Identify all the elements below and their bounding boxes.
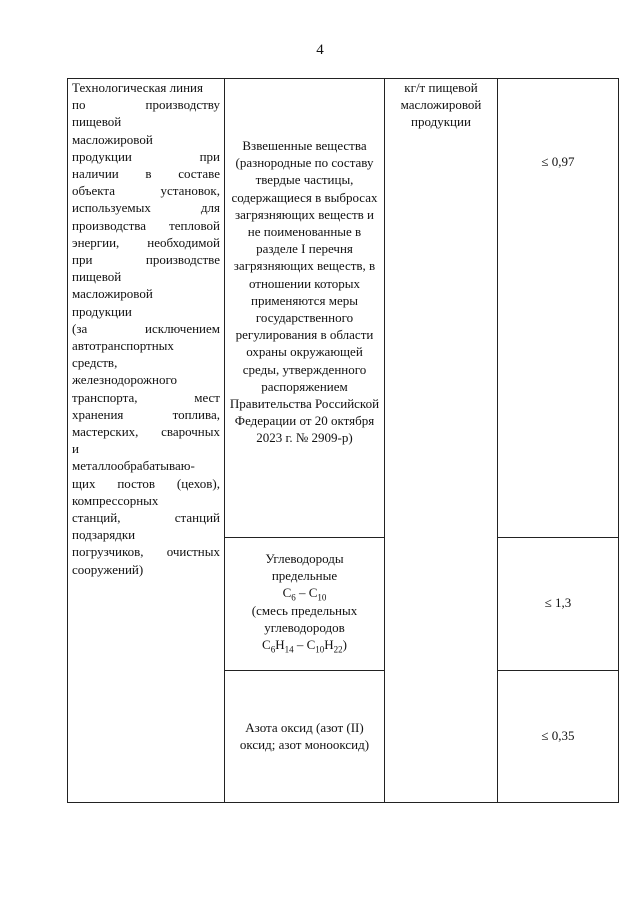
- formula-part: C: [282, 585, 292, 601]
- line-text: компрессорных: [72, 492, 159, 508]
- substance-line: предельные: [271, 568, 338, 584]
- line-text: масложировой: [72, 131, 153, 147]
- line-text: и: [72, 441, 79, 457]
- line-text: сооружений): [72, 561, 144, 577]
- line-text: подзарядки: [72, 527, 136, 543]
- line-text: пищевой: [72, 114, 122, 130]
- substance-line: (смесь предельных: [251, 602, 358, 618]
- line-text: используемых для: [72, 200, 220, 216]
- substance-cell: Взвешенные вещества (разнородные по составу твердые частицы, содержащиеся в выбросах загрязняющих веществ и не поименованные в разделе I перечня загрязняющих веществ, в отношении которых применяются меры государственного регулирования в области охраны окружающей среды, утвержденного распоряжением Правительства Российской Федерации от 20 октября 2023 г. № 2909-р): [225, 79, 385, 538]
- line-text: пищевой: [72, 269, 122, 285]
- formula-part: –: [293, 637, 307, 653]
- line-text: энергии, необходимой: [72, 234, 220, 250]
- substance-line: углеводородов: [264, 619, 345, 635]
- line-text: по производству: [72, 97, 220, 113]
- formula-mixture: [229, 636, 380, 653]
- unit-cell: кг/т пищевой масложировой продукции: [385, 79, 498, 803]
- line-text: масложировой: [72, 286, 153, 302]
- substance-cell: Азота оксид (азот (II) оксид; азот монооксид): [225, 671, 385, 803]
- formula-subscript: 6: [291, 593, 296, 603]
- line-text: продукции: [72, 303, 132, 319]
- line-text: щих постов (цехов),: [72, 475, 220, 491]
- line-text: железнодорожного: [72, 372, 177, 388]
- emission-norms-table: [67, 78, 619, 803]
- line-text: транспорта, мест: [72, 389, 220, 405]
- norm-value-cell: ≤ 1,3: [498, 538, 619, 671]
- substance-line: Углеводороды: [265, 551, 344, 566]
- line-text: производства тепловой: [72, 217, 220, 233]
- table-row: [68, 79, 619, 538]
- formula-part: C: [306, 637, 316, 653]
- formula-subscript: 22: [333, 644, 343, 655]
- line-text: хранения топлива,: [72, 406, 220, 422]
- formula-part: C: [308, 585, 318, 601]
- line-text: продукции при: [72, 148, 220, 164]
- formula-part: H: [324, 637, 334, 653]
- formula-subscript: 14: [284, 644, 294, 655]
- line-text: объекта установок,: [72, 183, 220, 199]
- line-text: автотранспортных: [72, 338, 174, 354]
- formula-part: H: [275, 637, 285, 653]
- page-number: 4: [316, 42, 324, 58]
- formula-alkanes: [229, 584, 380, 601]
- line-text: Технологическая линия: [72, 80, 203, 95]
- line-text: станций, станций: [72, 510, 220, 526]
- line-text: металлообрабатываю-: [72, 458, 195, 474]
- technological-line-cell: [68, 79, 225, 803]
- formula-part: C: [262, 637, 271, 653]
- line-text: погрузчиков, очистных: [72, 544, 220, 560]
- formula-part: –: [295, 585, 309, 601]
- formula-subscript: 6: [270, 644, 276, 655]
- line-text: (за исключением: [72, 320, 220, 336]
- norm-value-cell: ≤ 0,35: [498, 671, 619, 803]
- norm-value-cell: ≤ 0,97: [498, 79, 619, 538]
- line-text: наличии в составе: [72, 166, 220, 182]
- formula-subscript: 10: [317, 593, 327, 603]
- formula-part: ): [342, 637, 347, 653]
- line-text: мастерских, сварочных: [72, 424, 220, 440]
- substance-cell: [225, 538, 385, 671]
- line-text: средств,: [72, 355, 118, 371]
- formula-subscript: 10: [315, 644, 325, 655]
- line-text: при производстве: [72, 252, 220, 268]
